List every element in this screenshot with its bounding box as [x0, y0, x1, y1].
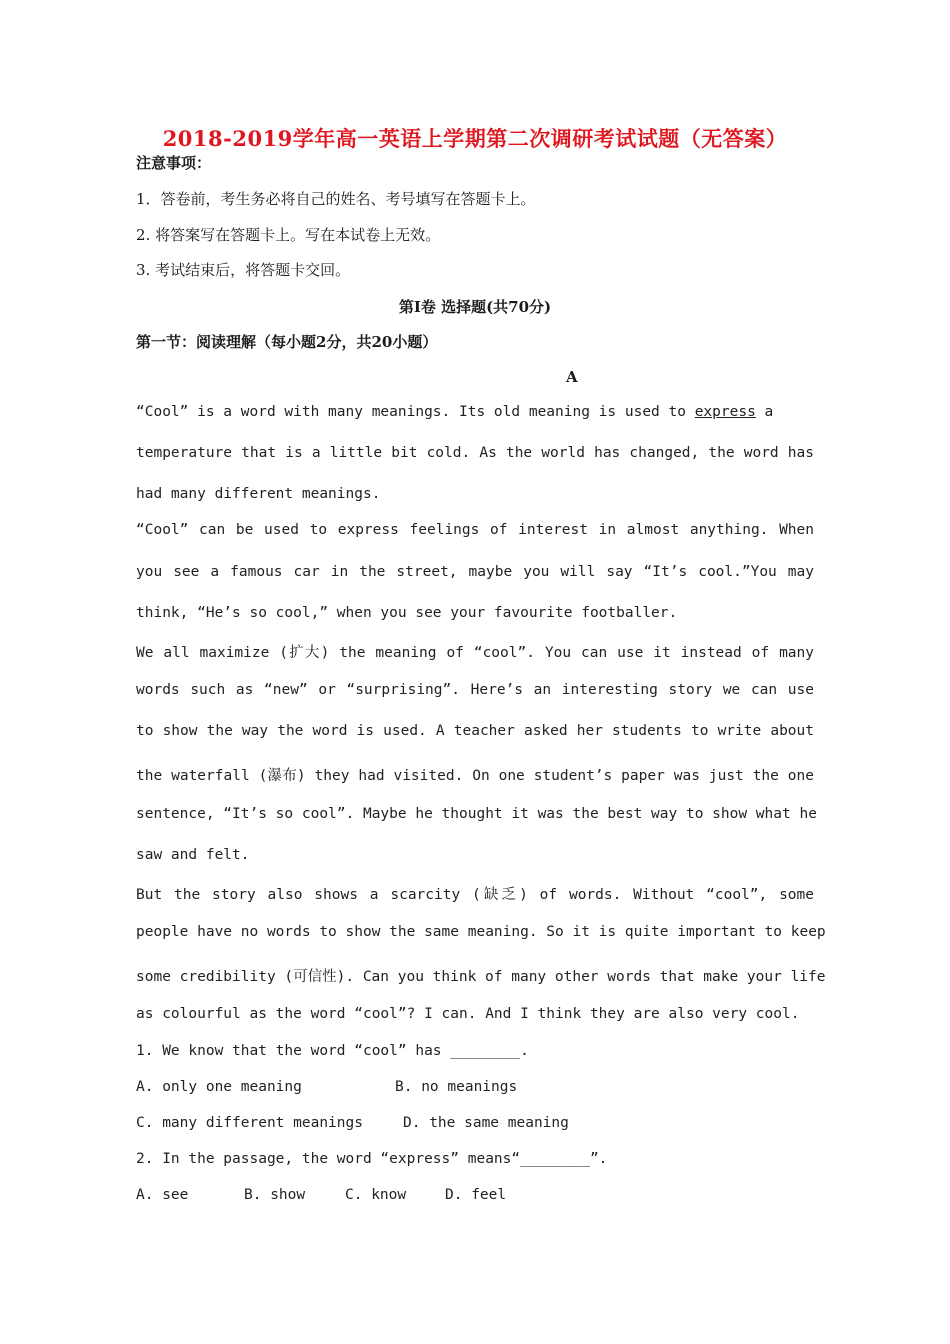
passage-line: you see a famous car in the street, maybe you will say “It’s cool.”You may [136, 564, 814, 580]
passage-label: A [566, 368, 578, 386]
passage-line: saw and felt. [136, 847, 250, 863]
passage-line: had many different meanings. [136, 486, 381, 502]
passage-line: words such as “new” or “surprising”. Here’s an interesting story we can use [136, 682, 814, 698]
question-1-option-c: C. many different meanings [136, 1115, 363, 1131]
passage-line: think, “He’s so cool,” when you see your favourite footballer. [136, 605, 678, 621]
notice-heading: 注意事项： [136, 154, 212, 172]
passage-line: to show the way the word is used. A teacher asked her students to write about [136, 723, 814, 739]
question-1-option-b: B. no meanings [395, 1079, 518, 1095]
part-title: 第Ⅰ卷 选择题(共70分) [398, 298, 552, 316]
passage-line: some credibility (可信性). Can you think of many other words that make your life [136, 969, 826, 985]
question-2-option-c: C. know [345, 1187, 407, 1203]
passage-line: “Cool” can be used to express feelings of interest in almost anything. When [136, 522, 814, 538]
section-title: 第一节：阅读理解（每小题2分，共20小题） [136, 333, 438, 351]
passage-line: But the story also shows a scarcity (缺乏) of words. Without “cool”, some [136, 887, 814, 903]
passage-line: “Cool” is a word with many meanings. Its old meaning is used to express a [136, 404, 774, 420]
question-2-option-b: B. show [244, 1187, 306, 1203]
passage-line: as colourful as the word “cool”? I can. And I think they are also very cool. [136, 1006, 800, 1022]
notice-item-2: 2. 将答案写在答题卡上。写在本试卷上无效。 [136, 226, 441, 244]
passage-line: the waterfall (瀑布) they had visited. On one student’s paper was just the one [136, 768, 814, 784]
notice-item-3: 3. 考试结束后，将答题卡交回。 [136, 261, 351, 279]
question-2-stem: 2. In the passage, the word “express” means“________”. [136, 1151, 608, 1167]
page-title: 2018-2019学年高一英语上学期第二次调研考试试题（无答案） [162, 126, 788, 151]
passage-line: We all maximize (扩大) the meaning of “cool”. You can use it instead of many [136, 645, 814, 661]
question-1-option-a: A. only one meaning [136, 1079, 302, 1095]
underlined-word: express [694, 404, 756, 420]
question-2-option-d: D. feel [445, 1187, 507, 1203]
question-2-option-a: A. see [136, 1187, 189, 1203]
notice-item-1: 1．答卷前，考生务必将自己的姓名、考号填写在答题卡上。 [136, 190, 536, 208]
passage-line: temperature that is a little bit cold. As the world has changed, the word has [136, 445, 814, 461]
question-1-option-d: D. the same meaning [403, 1115, 569, 1131]
passage-line: people have no words to show the same meaning. So it is quite important to keep [136, 924, 826, 940]
passage-line: sentence, “It’s so cool”. Maybe he thought it was the best way to show what he [136, 806, 817, 822]
question-1-stem: 1. We know that the word “cool” has ________. [136, 1043, 529, 1059]
